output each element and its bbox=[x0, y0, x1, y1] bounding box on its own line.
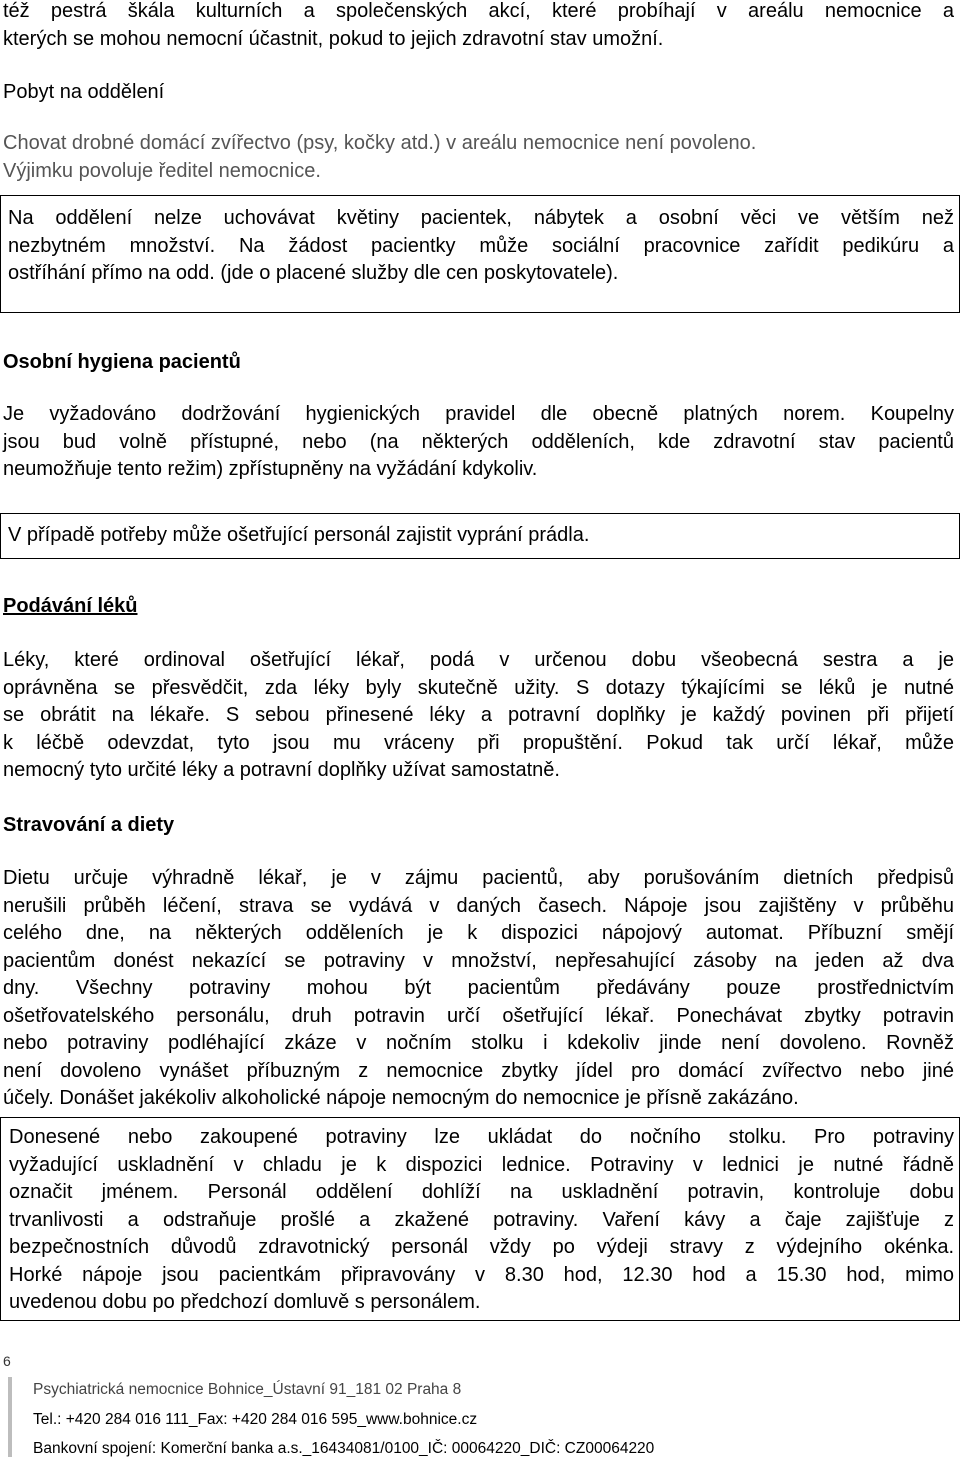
text-line: Donesené nebo zakoupené potraviny lze ukládat do nočního stolku. Pro potraviny bbox=[9, 1126, 954, 1148]
text-line: k léčbě odevzdat, tyto jsou mu vráceny při propuštění. Pokud tak určí lékař, může bbox=[3, 731, 954, 754]
section-heading-hygiena: Osobní hygiena pacientů bbox=[3, 351, 241, 373]
text-line: Na oddělení nelze uchovávat květiny pacientek, nábytek a osobní věci ve větším než bbox=[8, 207, 954, 229]
text-line: ostříhání přímo na odd. (jde o placené služby dle cen poskytovatele). bbox=[8, 262, 619, 284]
text-line: Chovat drobné domácí zvířectvo (psy, kočky atd.) v areálu nemocnice není povoleno. bbox=[3, 132, 757, 154]
text-line: Léky, které ordinoval ošetřující lékař, podá v určenou dobu všeobecná sestra a je bbox=[3, 649, 954, 671]
strava-paragraph bbox=[3, 865, 954, 1113]
text-line: oprávněna se přesvědčit, zda léky byly skutečně užity. S dotazy týkajícími se léků je nutné bbox=[3, 676, 954, 699]
text-line: Horké nápoje jsou pacientkám připravovány v 8.30 hod, 12.30 hod a 15.30 hod, mimo bbox=[9, 1263, 954, 1286]
section-heading-pobyt: Pobyt na oddělení bbox=[3, 81, 165, 103]
text-line: bezpečnostních důvodů zdravotnický personál vždy po výdeji stravy z výdejního okénka. bbox=[9, 1236, 954, 1258]
text-line: účely. Donášet jakékoliv alkoholické nápoje nemocným do nemocnice je přísně zakázáno. bbox=[3, 1087, 799, 1109]
page-number: 6 bbox=[3, 1353, 11, 1369]
text-line: nezbytném množství. Na žádost pacientky může sociální pracovnice zařídit pedikúru a bbox=[8, 234, 954, 257]
pobyt-paragraph bbox=[3, 130, 783, 185]
footer-address: Psychiatrická nemocnice Bohnice_Ústavní 91_181 02 Praha 8 bbox=[33, 1381, 462, 1398]
section-heading-leky: Podávání léků bbox=[3, 595, 138, 617]
section-heading-strava: Stravování a diety bbox=[3, 814, 175, 836]
pobyt-box-text bbox=[8, 205, 954, 288]
text-line: Je vyžadováno dodržování hygienických pravidel dle obecně platných norem. Koupelny bbox=[3, 403, 954, 425]
text-line: ošetřovatelského personálu, druh potravin určí ošetřující lékař. Ponechávat zbytky potravin bbox=[3, 1004, 954, 1027]
hygiena-paragraph bbox=[3, 401, 954, 484]
text-line: se obrátit na lékaře. S sebou přinesené léky a potravní doplňky je každý povinen při přijetí bbox=[3, 704, 954, 726]
intro-paragraph bbox=[3, 0, 954, 53]
text-line: není dovoleno vynášet příbuzným z nemocnice zbytky jídel pro domácí zvířectvo nebo jiné bbox=[3, 1059, 954, 1082]
text-line: celého dne, na některých odděleních je k dispozici nápojový automat. Příbuzní smějí bbox=[3, 922, 954, 944]
strava-box-text bbox=[9, 1124, 954, 1317]
text-line: též pestrá škála kulturních a společenských akcí, které probíhají v areálu nemocnice a bbox=[3, 0, 954, 22]
text-line: neumožňuje tento režim) zpřístupněny na vyžádání kdykoliv. bbox=[3, 458, 538, 480]
text-line: kterých se mohou nemocní účastnit, pokud to jejich zdravotní stav umožní. bbox=[3, 27, 664, 50]
footer-bank: Bankovní spojení: Komerční banka a.s._16434081/0100_IČ: 00064220_DIČ: CZ00064220 bbox=[33, 1440, 655, 1457]
text-line: dny. Všechny potraviny mohou být pacientům předávány pouze prostřednictvím bbox=[3, 977, 954, 999]
leky-paragraph bbox=[3, 647, 954, 785]
footer-accent-bar bbox=[8, 1377, 12, 1457]
text-line: nerušili průběh léčení, strava se vydává v daných časech. Nápoje jsou zajištěny v průběhu bbox=[3, 894, 954, 917]
text-line: jsou bud volně přístupné, nebo (na některých odděleních, kde zdravotní stav pacientů bbox=[3, 430, 954, 453]
text-line: vyžadující uskladnění v chladu je k dispozici lednice. Potraviny v lednici je nutné řádně bbox=[9, 1153, 954, 1176]
text-line: uvedenou dobu po předchozí domluvě s personálem. bbox=[9, 1291, 481, 1313]
text-line: označit jménem. Personál oddělení dohlíží na uskladnění potravin, kontroluje dobu bbox=[9, 1181, 954, 1203]
text-line: trvanlivosti a odstraňuje prošlé a zkažené potraviny. Vaření kávy a čaje zajišťuje z bbox=[9, 1208, 954, 1231]
text-line: V případě potřeby může ošetřující personál zajistit vyprání prádla. bbox=[8, 524, 590, 546]
hygiena-box-text bbox=[8, 522, 959, 550]
text-line: Výjimku povoluje ředitel nemocnice. bbox=[3, 159, 321, 182]
text-line: nemocný tyto určité léky a potravní doplňky užívat samostatně. bbox=[3, 759, 560, 781]
footer-contact: Tel.: +420 284 016 111_Fax: +420 284 016 595_www.bohnice.cz bbox=[33, 1411, 478, 1428]
text-line: nebo potraviny podléhající zkáze v nočním stolku i kdekoliv jinde není dovoleno. Rovněž bbox=[3, 1032, 954, 1054]
text-line: pacientům donést nekazící se potraviny v množství, nepřesahující zásoby na jeden až dva bbox=[3, 949, 954, 972]
text-line: Dietu určuje výhradně lékař, je v zájmu pacientů, aby porušováním dietních předpisů bbox=[3, 867, 954, 889]
